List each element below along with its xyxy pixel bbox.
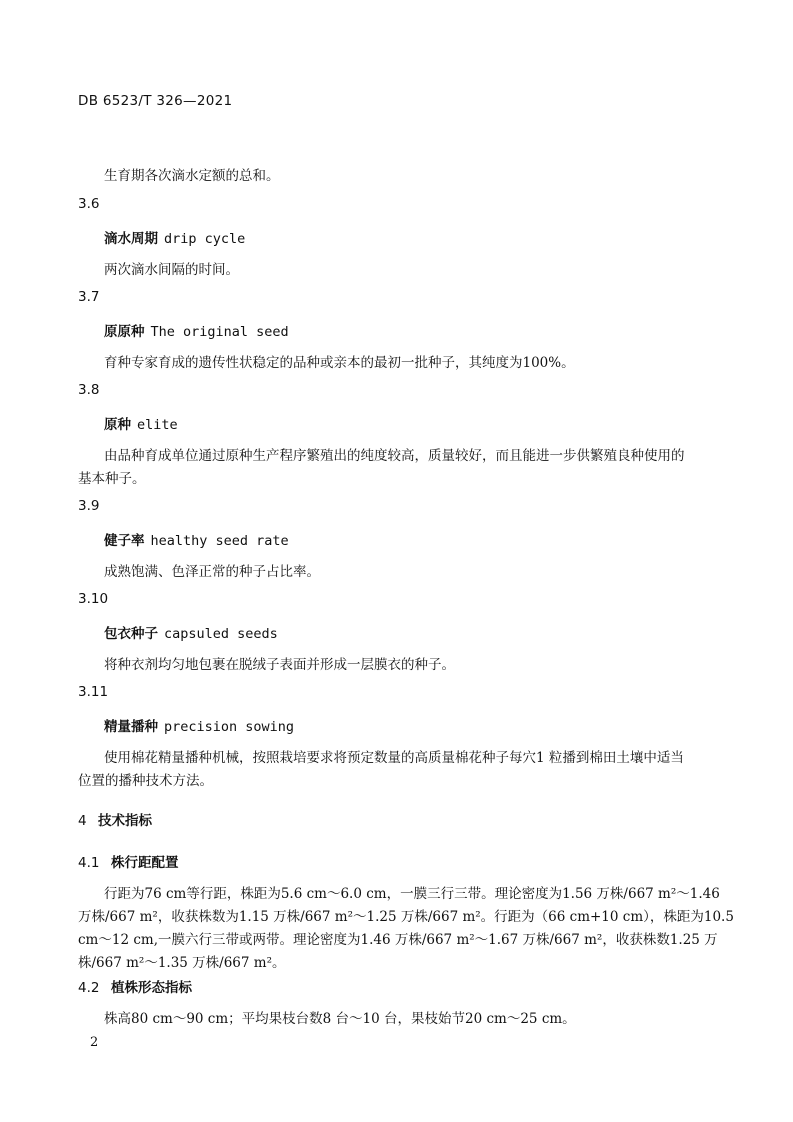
term-number-3-6: 3.6 — [78, 196, 100, 212]
section-title: 株行距配置 — [111, 855, 179, 871]
term-zh: 原原种 — [104, 324, 145, 340]
term-definition-3-8-line1: 由品种育成单位通过原种生产程序繁殖出的纯度较高，质量较好，而且能进一步供繁殖良种使用的 — [104, 448, 685, 464]
term-heading-3-7 — [104, 320, 289, 340]
term-heading-3-10 — [104, 622, 278, 642]
term-en: capsuled seeds — [164, 626, 278, 642]
term-zh: 滴水周期 — [104, 231, 158, 247]
term-number-3-8: 3.8 — [78, 382, 100, 398]
term-number-3-7: 3.7 — [78, 289, 100, 305]
section-title: 技术指标 — [98, 813, 152, 829]
term-en: precision sowing — [164, 719, 295, 735]
section-4-2-text: 株高80 cm～90 cm；平均果枝台数8 台～10 台，果枝始节20 cm～25 cm。 — [104, 1011, 576, 1027]
continuation-text: 生育期各次滴水定额的总和。 — [104, 168, 280, 184]
section-title: 植株形态指标 — [111, 980, 192, 996]
section-number: 4 — [78, 813, 87, 829]
term-definition-3-9: 成熟饱满、色泽正常的种子占比率。 — [104, 564, 320, 580]
term-zh: 精量播种 — [104, 719, 158, 735]
term-en: elite — [137, 417, 178, 433]
document-code-header: DB 6523/T 326—2021 — [78, 93, 233, 109]
section-4-1-line4: 株/667 m²～1.35 万株/667 m²。 — [78, 955, 286, 971]
term-zh: 健子率 — [104, 533, 145, 549]
term-en: healthy seed rate — [150, 533, 289, 549]
page-number: 2 — [90, 1035, 99, 1050]
term-number-3-10: 3.10 — [78, 591, 109, 607]
section-4-1-line1: 行距为76 cm等行距，株距为5.6 cm～6.0 cm，一膜三行三带。理论密度为1.56 万株/667 m²～1.46 — [104, 886, 720, 902]
term-number-3-11: 3.11 — [78, 684, 109, 700]
term-definition-3-7: 育种专家育成的遗传性状稳定的品种或亲本的最初一批种子，其纯度为100%。 — [104, 355, 575, 371]
term-zh: 原种 — [104, 417, 131, 433]
term-heading-3-9 — [104, 529, 289, 549]
term-definition-3-6: 两次滴水间隔的时间。 — [104, 262, 239, 278]
section-number: 4.1 — [78, 855, 100, 871]
term-zh: 包衣种子 — [104, 626, 158, 642]
term-heading-3-8 — [104, 413, 178, 433]
term-definition-3-10: 将种衣剂均匀地包裹在脱绒子表面并形成一层膜衣的种子。 — [104, 657, 455, 673]
term-en: The original seed — [150, 324, 289, 340]
section-4-1-line2: 万株/667 m²，收获株数为1.15 万株/667 m²～1.25 万株/667 m²。行距为（66 cm+10 cm），株距为10.5 — [78, 909, 734, 925]
section-number: 4.2 — [78, 980, 100, 996]
section-4-1-heading — [78, 851, 179, 871]
term-definition-3-11-line2: 位置的播种技术方法。 — [78, 773, 213, 789]
section-4-2-heading — [78, 976, 192, 996]
term-definition-3-8-line2: 基本种子。 — [78, 471, 146, 487]
term-definition-3-11-line1: 使用棉花精量播种机械，按照栽培要求将预定数量的高质量棉花种子每穴1 粒播到棉田土壤中适当 — [104, 750, 684, 766]
section-4-1-line3: cm～12 cm,一膜六行三带或两带。理论密度为1.46 万株/667 m²～1.67 万株/667 m²，收获株数1.25 万 — [78, 932, 718, 948]
section-4-heading — [78, 809, 152, 829]
term-heading-3-6 — [104, 227, 245, 247]
term-en: drip cycle — [164, 231, 246, 247]
term-heading-3-11 — [104, 715, 294, 735]
term-number-3-9: 3.9 — [78, 498, 100, 514]
